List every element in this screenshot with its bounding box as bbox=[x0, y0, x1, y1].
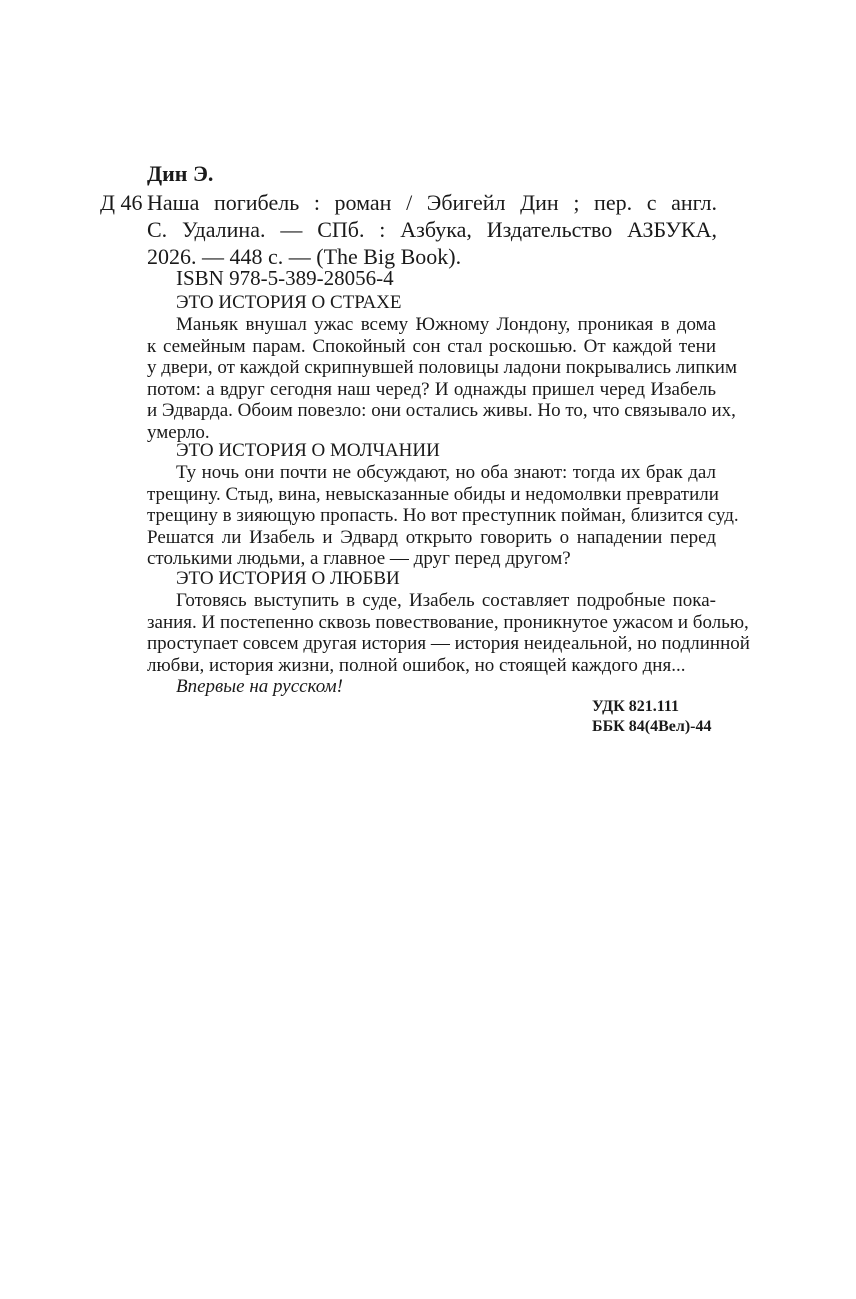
paragraph-line: к семейным парам. Спокойный сон стал роскошью. От каждой тени bbox=[147, 335, 716, 357]
paragraph-line: столькими людьми, а главное — друг перед другом? bbox=[147, 548, 571, 569]
paragraph-line: у двери, от каждой скрипнувшей половицы ладони покрывались липким bbox=[147, 357, 738, 378]
section-paragraph bbox=[147, 314, 738, 443]
paragraph-line: трещину. Стыд, вина, невысказанные обиды и недомолвки превратили bbox=[147, 483, 719, 505]
paragraph-line: Маньяк внушал ужас всему Южному Лондону, проникая в дома bbox=[176, 314, 716, 335]
paragraph-line: Готовясь выступить в суде, Изабель составляет подробные пока- bbox=[176, 590, 716, 611]
paragraph-line: зания. И постепенно сквозь повествование, проникнутое ужасом и болью, bbox=[147, 611, 749, 633]
paragraph-line: и Эдварда. Обоим повезло: они остались живы. Но то, что связывало их, bbox=[147, 400, 736, 421]
first-in-russian-note: Впервые на русском! bbox=[176, 676, 343, 697]
section-heading: ЭТО ИСТОРИЯ О СТРАХЕ bbox=[176, 292, 402, 313]
paragraph-line: Ту ночь они почти не обсуждают, но оба знают: тогда их брак дал bbox=[176, 462, 716, 483]
paragraph-line: любви, история жизни, полной ошибок, но стоящей каждого дня... bbox=[147, 654, 686, 676]
paragraph-line: Решатся ли Изабель и Эдвард открыто говорить о нападении перед bbox=[147, 526, 716, 548]
paragraph-line: умерло. bbox=[147, 421, 210, 443]
paragraph-line: потом: а вдруг сегодня наш черед? И однажды пришел черед Изабель bbox=[147, 378, 716, 400]
section-paragraph bbox=[147, 590, 750, 676]
entry-line: 2026. — 448 с. — (The Big Book). bbox=[147, 244, 462, 269]
author-name: Дин Э. bbox=[147, 161, 214, 186]
catalog-code: Д 46 bbox=[100, 190, 143, 215]
section-paragraph bbox=[147, 462, 739, 570]
paragraph-line: трещину в зияющую пропасть. Но вот преступник пойман, близится суд. bbox=[147, 505, 739, 526]
bibliographic-entry bbox=[147, 189, 717, 270]
isbn: ISBN 978-5-389-28056-4 bbox=[176, 266, 394, 290]
entry-line: Наша погибель : роман / Эбигейл Дин ; пер. с англ. bbox=[147, 190, 717, 215]
udk-code: УДК 821.111 bbox=[592, 698, 679, 715]
bbk-code: ББК 84(4Вел)-44 bbox=[592, 718, 712, 735]
section-heading: ЭТО ИСТОРИЯ О ЛЮБВИ bbox=[176, 568, 400, 589]
paragraph-line: проступает совсем другая история — история неидеальной, но подлинной bbox=[147, 633, 750, 654]
section-heading: ЭТО ИСТОРИЯ О МОЛЧАНИИ bbox=[176, 440, 440, 461]
entry-line: С. Удалина. — СПб. : Азбука, Издательство АЗБУКА, bbox=[147, 217, 717, 242]
